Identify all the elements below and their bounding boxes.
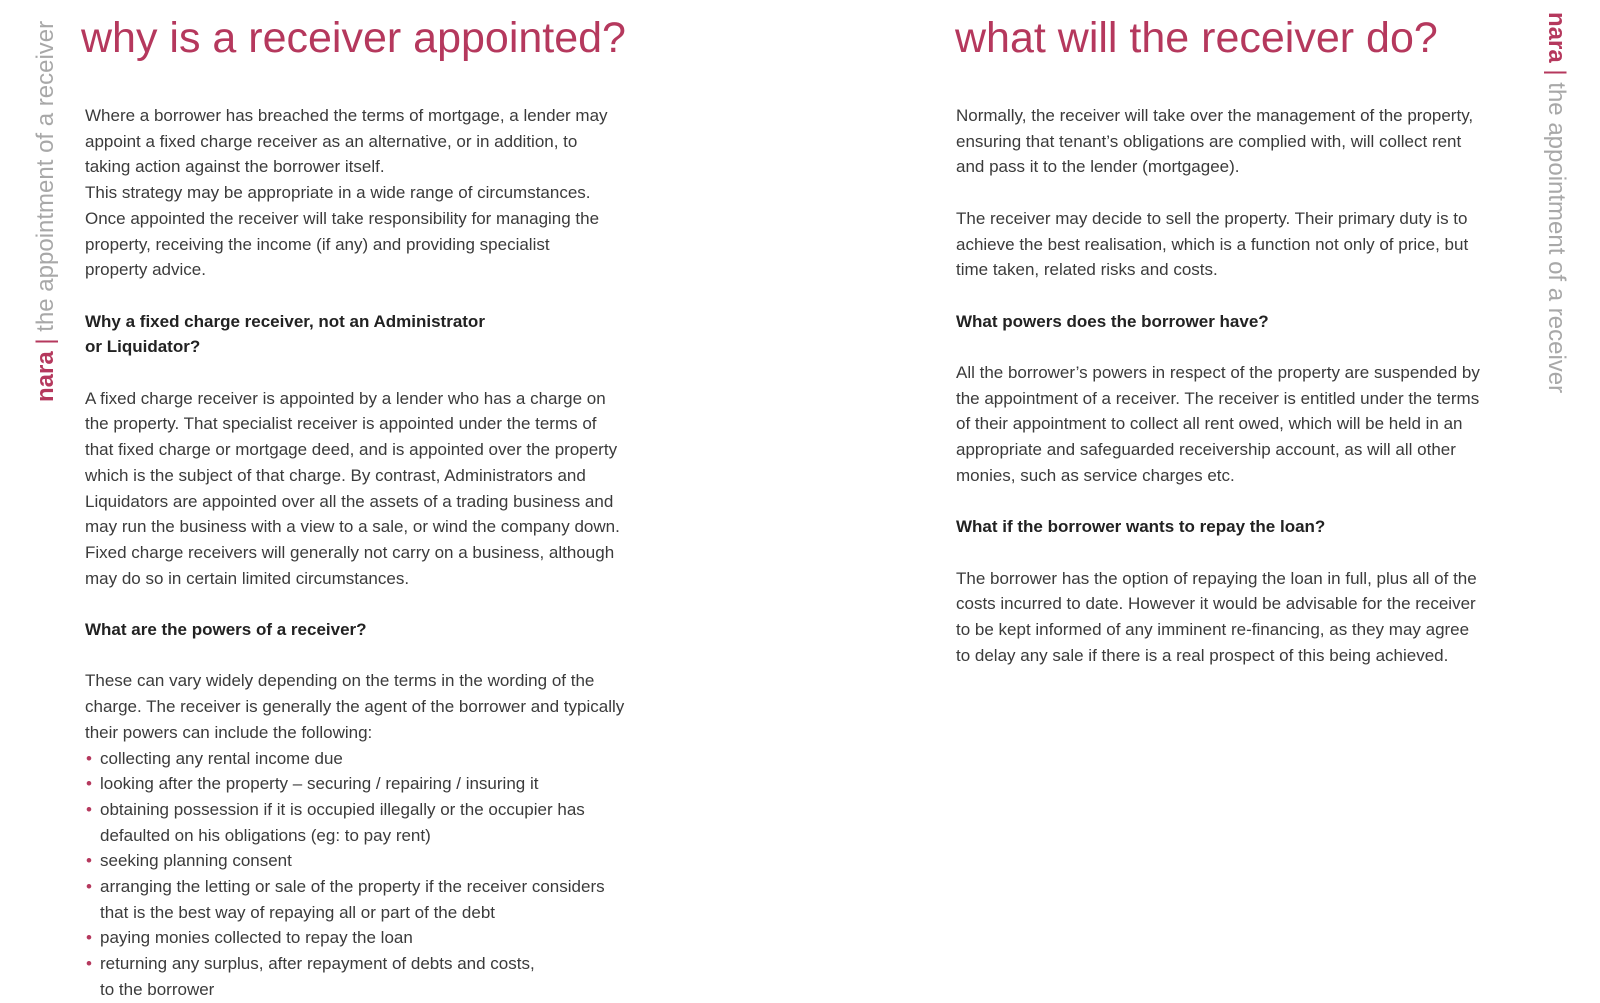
- page-title-right: what will the receiver do?: [955, 14, 1438, 62]
- list-item: [85, 746, 645, 772]
- paragraph-gap: [956, 540, 1516, 566]
- left-column: [85, 103, 645, 1003]
- bullet-icon: •: [86, 774, 92, 794]
- bullet-icon: •: [86, 799, 92, 819]
- paragraph-gap: [956, 489, 1516, 515]
- side-label-right: [1542, 12, 1570, 393]
- bullet-icon: •: [86, 877, 92, 897]
- brand-logo-text: nara: [1543, 12, 1570, 63]
- bullet-icon: •: [86, 851, 92, 871]
- list-item-text: collecting any rental income due: [100, 748, 343, 768]
- list-item-text: obtaining possession if it is occupied illegally or the occupier has defaulted on his obligations (eg: to pay rent): [100, 799, 585, 845]
- brand-logo-text: nara: [32, 351, 59, 402]
- side-label-left: [32, 21, 60, 402]
- right-column: [956, 103, 1516, 668]
- section-heading-borrower-powers: What powers does the borrower have?: [956, 311, 1269, 331]
- section-heading-powers: What are the powers of a receiver?: [85, 620, 367, 640]
- paragraph-gap: [956, 334, 1516, 360]
- section-heading-fixed-charge: Why a fixed charge receiver, not an Administrator or Liquidator?: [85, 311, 485, 357]
- powers-list: [85, 746, 645, 1003]
- bullet-icon: •: [86, 748, 92, 768]
- powers-paragraph: These can vary widely depending on the terms in the wording of the charge. The receiver is generally the agent of the borrower and typically their powers can include the following:: [85, 671, 625, 742]
- side-label-separator: |: [32, 338, 59, 345]
- bullet-icon: •: [86, 954, 92, 974]
- list-item: [85, 874, 645, 925]
- fixed-charge-paragraph: A fixed charge receiver is appointed by a lender who has a charge on the property. That specialist receiver is appointed under the terms of that fixed charge or mortgage deed, and is appointed over the property which is the subject of that charge. By contrast, Administrators and Liquidators are appointed over all the assets of a trading business and may run the business with a view to a sale, or wind the company down. Fixed charge receivers will generally not carry on a business, although may do so in certain limited circumstances.: [85, 388, 620, 588]
- paragraph-gap: [85, 591, 645, 617]
- side-label-text: the appointment of a receiver: [1543, 82, 1570, 394]
- bullet-icon: •: [86, 928, 92, 948]
- paragraph-gap: [956, 283, 1516, 309]
- side-label-text: the appointment of a receiver: [32, 20, 59, 332]
- list-item-text: arranging the letting or sale of the property if the receiver considers that is the best way of repaying all or part of the debt: [100, 877, 605, 922]
- paragraph-gap: [85, 643, 645, 669]
- list-item-text: paying monies collected to repay the loan: [100, 928, 413, 948]
- paragraph-gap: [85, 283, 645, 309]
- list-item-text: returning any surplus, after repayment of debts and costs, to the borrower: [100, 954, 535, 999]
- side-label-separator: |: [1543, 69, 1570, 76]
- management-paragraph: Normally, the receiver will take over the management of the property, ensuring that tenant’s obligations are complied with, will collect rent and pass it to the lender (mortgagee).: [956, 106, 1474, 177]
- section-heading-repay-loan: What if the borrower wants to repay the loan?: [956, 517, 1326, 537]
- list-item: [85, 951, 645, 1002]
- intro-paragraph: Where a borrower has breached the terms of mortgage, a lender may appoint a fixed charge receiver as an alternative, or in addition, to taking action against the borrower itself. This strategy may be appropriate in a wide range of circumstances. Once appointed the receiver will take responsibility for managing the property, receiving the income (if any) and providing specialist property advice.: [85, 106, 608, 280]
- list-item-text: seeking planning consent: [100, 851, 292, 871]
- list-item-text: looking after the property – securing / repairing / insuring it: [100, 774, 539, 794]
- borrower-powers-paragraph: All the borrower’s powers in respect of the property are suspended by the appointment of a receiver. The receiver is entitled under the terms of their appointment to collect all rent owed, which will be held in an appropriate and safeguarded receivership account, as will all other monies, such as service charges etc.: [956, 362, 1480, 485]
- paragraph-gap: [85, 360, 645, 386]
- paragraph-gap: [956, 180, 1516, 206]
- list-item: [85, 925, 645, 951]
- list-item: [85, 771, 645, 797]
- list-item: [85, 797, 645, 848]
- page-title-left: why is a receiver appointed?: [81, 14, 626, 62]
- list-item: [85, 848, 645, 874]
- sale-paragraph: The receiver may decide to sell the property. Their primary duty is to achieve the best realisation, which is a function not only of price, but time taken, related risks and costs.: [956, 208, 1469, 280]
- repay-loan-paragraph: The borrower has the option of repaying the loan in full, plus all of the costs incurred to date. However it would be advisable for the receiver to be kept informed of any imminent re-financing, as they may agree to delay any sale if there is a real prospect of this being achieved.: [956, 568, 1477, 665]
